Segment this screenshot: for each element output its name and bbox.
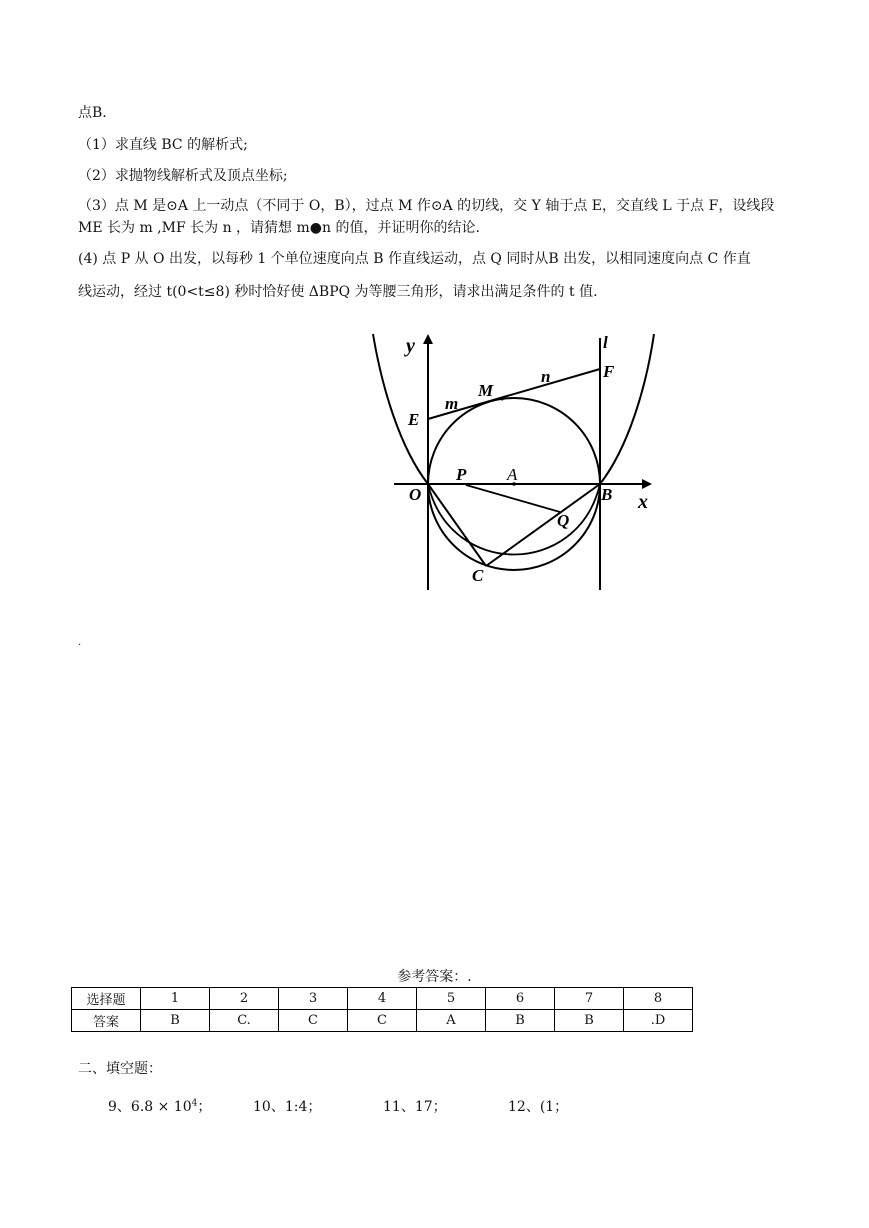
label-o: O bbox=[409, 485, 422, 504]
table-cell: 2 bbox=[210, 988, 279, 1010]
fill-section-heading: 二、填空题： bbox=[78, 1061, 162, 1077]
table-cell: 1 bbox=[141, 988, 210, 1010]
answer-table bbox=[71, 987, 693, 1032]
table-cell: 6 bbox=[486, 988, 555, 1010]
table-row bbox=[72, 988, 693, 1010]
parabola bbox=[372, 334, 600, 534]
fill-answer-9-exponent: 4 bbox=[191, 1098, 198, 1109]
segment-oc bbox=[428, 484, 486, 566]
table-cell: A bbox=[417, 1010, 486, 1032]
point-m bbox=[501, 398, 504, 401]
table-cell: 4 bbox=[348, 988, 417, 1010]
problem-line: ME 长为 m ,MF 长为 n ，请猜想 m●n 的值，并证明你的结论. bbox=[78, 220, 480, 236]
table-row bbox=[72, 1010, 693, 1032]
table-cell: B bbox=[555, 1010, 624, 1032]
problem-line: （2）求抛物线解析式及顶点坐标; bbox=[78, 168, 288, 184]
label-p: P bbox=[456, 465, 467, 484]
label-m-length: m bbox=[445, 394, 459, 413]
fill-answer-9-suffix: ； bbox=[197, 1099, 212, 1115]
table-cell: 3 bbox=[279, 988, 348, 1010]
fill-answer-11: 11、17； bbox=[383, 1099, 447, 1115]
table-cell: B bbox=[486, 1010, 555, 1032]
problem-line: 线运动，经过 t(0<t≤8) 秒时恰好使 ΔBPQ 为等腰三角形，请求出满足条件的 t 值. bbox=[78, 284, 598, 300]
table-cell: C bbox=[279, 1010, 348, 1032]
segment-pq bbox=[466, 485, 560, 512]
fill-answer-12: 12、(1； bbox=[508, 1099, 569, 1115]
fill-answer-10: 10、1:4； bbox=[253, 1099, 322, 1115]
label-x: x bbox=[638, 491, 648, 513]
problem-line: （3）点 M 是⊙A 上一动点（不同于 O，B），过点 M 作⊙A 的切线，交 Y 轴于点 E，交直线 L 于点 F，设线段 bbox=[78, 198, 775, 214]
table-cell: C. bbox=[210, 1010, 279, 1032]
fill-answer-9-base: 9、6.8 × 10 bbox=[108, 1099, 192, 1115]
label-f: F bbox=[603, 362, 615, 381]
table-cell: 7 bbox=[555, 988, 624, 1010]
parabola-right bbox=[600, 334, 654, 484]
table-cell: 5 bbox=[417, 988, 486, 1010]
label-n-length: n bbox=[541, 367, 551, 386]
fill-answer-9 bbox=[108, 1096, 211, 1116]
label-c: C bbox=[472, 566, 484, 585]
label-l: l bbox=[603, 333, 608, 352]
table-header-cell: 选择题 bbox=[72, 988, 141, 1010]
table-cell: C bbox=[348, 1010, 417, 1032]
table-cell: 8 bbox=[624, 988, 693, 1010]
parabola-left bbox=[373, 334, 428, 484]
label-y: y bbox=[406, 335, 415, 357]
table-cell: B bbox=[141, 1010, 210, 1032]
label-e: E bbox=[408, 410, 420, 429]
problem-line: （1）求直线 BC 的解析式; bbox=[78, 137, 248, 153]
table-cell: .D bbox=[624, 1010, 693, 1032]
table-header-cell: 答案 bbox=[72, 1010, 141, 1032]
label-a: A bbox=[507, 465, 518, 484]
stray-dot: . bbox=[78, 637, 82, 648]
problem-line: (4) 点 P 从 O 出发，以每秒 1 个单位速度向点 B 作直线运动，点 Q 同时从B 出发，以相同速度向点 C 作直 bbox=[78, 251, 751, 267]
geometry-figure bbox=[360, 328, 670, 596]
label-q: Q bbox=[557, 511, 570, 530]
label-m: M bbox=[478, 381, 494, 400]
problem-line: 点B. bbox=[78, 105, 107, 121]
label-b: B bbox=[601, 485, 613, 504]
answers-title: 参考答案：. bbox=[397, 969, 472, 985]
